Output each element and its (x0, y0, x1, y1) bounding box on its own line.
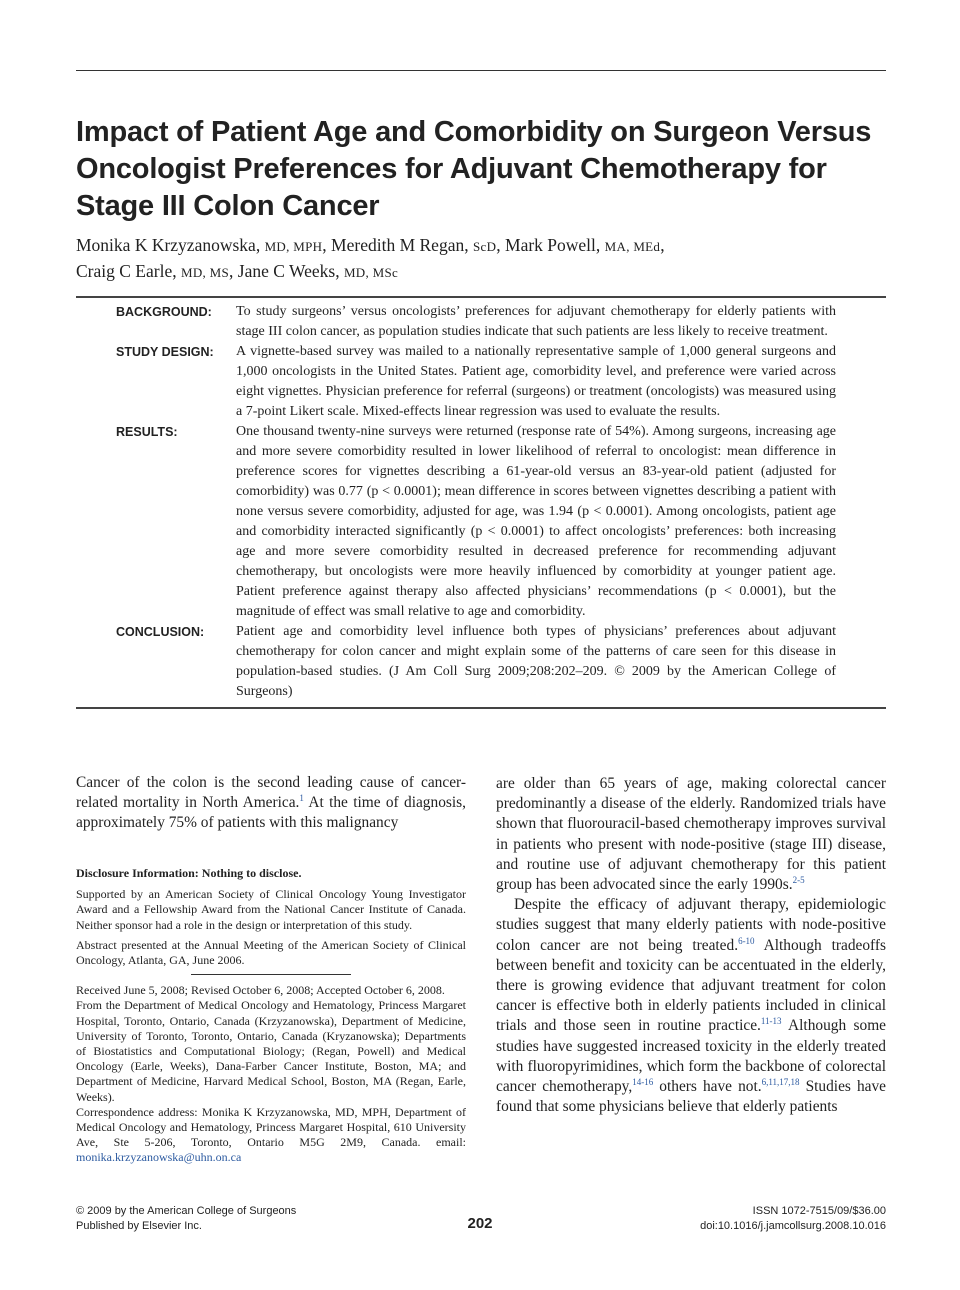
abstract-label: BACKGROUND: (116, 305, 212, 319)
abstract-section-results (76, 422, 886, 622)
abstract-label: CONCLUSION: (116, 625, 205, 639)
abstract-presentation-note: Abstract presented at the Annual Meeting of the American Society of Clinical Oncology, Atlanta, GA, June 2006. (76, 937, 466, 968)
notes-divider (191, 974, 351, 975)
footer-left (76, 1204, 296, 1234)
copyright-line: © 2009 by the American College of Surgeons (76, 1205, 297, 1217)
author-list: Monika K Krzyzanowska, MD, MPH, Meredith M Regan, ScD, Mark Powell, MA, MEd, Craig C Earle, MD, MS, Jane C Weeks, MD, MSc (76, 235, 665, 281)
doi-line[interactable]: doi:10.1016/j.jamcollsurg.2008.10.016 (700, 1220, 886, 1232)
body-paragraph (76, 773, 466, 834)
abstract-text: To study surgeons’ versus oncologists’ preferences for adjuvant chemotherapy for elderly patients with stage III colon cancer, as population studies indicate that such patients are less likely to receive treatment. (236, 304, 836, 339)
correspondence (76, 1105, 466, 1166)
citation-ref[interactable]: 6,11,17,18 (761, 1077, 800, 1088)
body-text: At the time of diagnosis, approximately 75% of patients with this malignancy (76, 794, 466, 832)
citation-ref[interactable]: 6-10 (738, 935, 755, 946)
email-link[interactable]: monika.krzyzanowska@uhn.on.ca (76, 1150, 242, 1165)
body-column-right (496, 774, 886, 1117)
body-text: are older than 65 years of age, making colorectal cancer predominantly a disease of the elderly. Randomized trials have shown that fluorouracil-based chemotherapy improves survival in patients who present with node-positive (stage III) disease, and routine use of adjuvant chemotherapy for this patient group has been advocated since the early 1990s. (496, 775, 886, 894)
abstract-section-conclusion (76, 622, 886, 702)
author-name: Craig C Earle (76, 261, 173, 281)
citation-ref[interactable]: 14-16 (632, 1077, 654, 1088)
body-text: Cancer of the colon is the second leading cause of cancer-related mortality in North America. (76, 774, 466, 812)
abstract-label: STUDY DESIGN: (116, 345, 214, 359)
correspondence-text: Correspondence address: Monika K Krzyzanowska, MD, MPH, Department of Medical Oncology and Hematology, Princess Margaret Hospital, 610 University Ave, Ste 5-206, Toronto, Ontario M5G 2M9, Canada. email: (76, 1104, 466, 1150)
author-degrees: MD, MSc (343, 265, 399, 280)
abstract-text: Patient age and comorbidity level influence both types of physicians’ preferences about adjuvant chemotherapy for colon cancer and might explain some of the patterns of care seen for this disease in population-based studies. (J Am Coll Surg 2009;208:202–209. © 2009 by the American College of Surgeons) (236, 624, 836, 699)
abstract-box (76, 296, 886, 709)
author-degrees: MA, MEd (604, 239, 661, 254)
author-name: Monika K Krzyzanowska (76, 235, 256, 255)
citation-ref[interactable]: 2-5 (792, 875, 805, 886)
support-note: Supported by an American Society of Clinical Oncology Young Investigator Award and a Fellowship Award from the National Cancer Institute of Canada. Neither sponsor had a role in the design or interpretation of this study. (76, 887, 466, 932)
author-degrees: MD, MS (180, 265, 230, 280)
top-rule (76, 70, 886, 71)
author-name: Meredith M Regan (331, 235, 465, 255)
author-name: Mark Powell (505, 235, 596, 255)
abstract-label: RESULTS: (116, 425, 178, 439)
page-number: 202 (467, 1215, 493, 1232)
citation-ref[interactable]: 1 (299, 793, 304, 804)
author-name: Jane C Weeks (237, 261, 336, 281)
body-text: Despite the efficacy of adjuvant therapy, epidemiologic studies suggest that many elderly patients with node-positive colon cancer are not being treated. (496, 896, 886, 954)
body-paragraph (496, 774, 886, 895)
abstract-section-background (76, 302, 886, 342)
publisher-line: Published by Elsevier Inc. (76, 1220, 202, 1232)
abstract-text: A vignette-based survey was mailed to a nationally representative sample of 1,000 general surgeons and 1,000 oncologists in the United States. Patient age, comorbidity level, and preference were varied across eight vignettes. Physician preference for referral (surgeons) or treatment (oncologists) was measured using a 7-point Likert scale. Mixed-effects linear regression was used to evaluate the results. (236, 344, 836, 419)
footer-right (700, 1204, 886, 1234)
abstract-section-study-design (76, 342, 886, 422)
article-title: Impact of Patient Age and Comorbidity on Surgeon Versus Oncologist Preferences for Adjuvant Chemotherapy for Stage III Colon Cancer (76, 116, 872, 222)
body-text: Although some studies have suggested increased toxicity in the elderly treated with fluoropyrimidines, which form the backbone of colorectal cancer chemotherapy, (496, 1017, 886, 1096)
issn-line: ISSN 1072-7515/09/$36.00 (752, 1205, 886, 1217)
author-degrees: ScD (472, 239, 497, 254)
body-column-left (76, 773, 466, 834)
footnotes (76, 866, 466, 1166)
citation-ref[interactable]: 11-13 (760, 1016, 782, 1027)
body-paragraph (496, 895, 886, 1117)
body-text: Although tradeoffs between benefit and toxicity can be accentuated in the elderly, there is growing evidence that adjuvant treatment for colon cancer is effective both in elderly patients included in clinical trials and those seen in routine practice. (496, 936, 887, 1035)
body-text: others have not. (653, 1078, 762, 1096)
author-degrees: MD, MPH (264, 239, 323, 254)
disclosure-note: Disclosure Information: Nothing to disclose. (76, 866, 302, 880)
body-text: Studies have found that some physicians believe that elderly patients (496, 1078, 887, 1116)
affiliations: From the Department of Medical Oncology and Hematology, Princess Margaret Hospital, Toronto, Ontario, Canada (Krzyzanowska), Department of Medicine, University of Toronto, Toronto, Ontario, Canada (Kryzanowska); Departments of Biostatistics and Computational Biology; (Regan, Powell) and Medical Oncology (Earle, Weeks), Dana-Farber Cancer Institute, Boston, MA; and Department of Medicine, Harvard Medical School, Boston, MA (Regan, Earle, Weeks). (76, 998, 466, 1104)
received-dates: Received June 5, 2008; Revised October 6, 2008; Accepted October 6, 2008. (76, 983, 445, 998)
abstract-text: One thousand twenty-nine surveys were returned (response rate of 54%). Among surgeons, increasing age and more severe comorbidity resulted in lower likelihood of referral to oncologist: mean difference in preference scores for vignettes describing a 61-year-old versus an 83-year-old patient (adjusted for comorbidity) was 0.77 (p < 0.0001); mean difference in scores between vignettes describing a patient with none versus severe comorbidity, adjusted for age, was 1.94 (p < 0.0001). Among oncologists, patient age and comorbidity interacted significantly (p < 0.0001) to affect oncologists’ preferences: both increasing age and more severe comorbidity resulted in decreased preference for recommending adjuvant chemotherapy, but oncologists were more heavily influenced by comorbidity at younger patient age. Patient preference against therapy also affected physicians’ recommendations (p < 0.0001), but the magnitude of effect was small relative to age and comorbidity. (236, 424, 836, 619)
